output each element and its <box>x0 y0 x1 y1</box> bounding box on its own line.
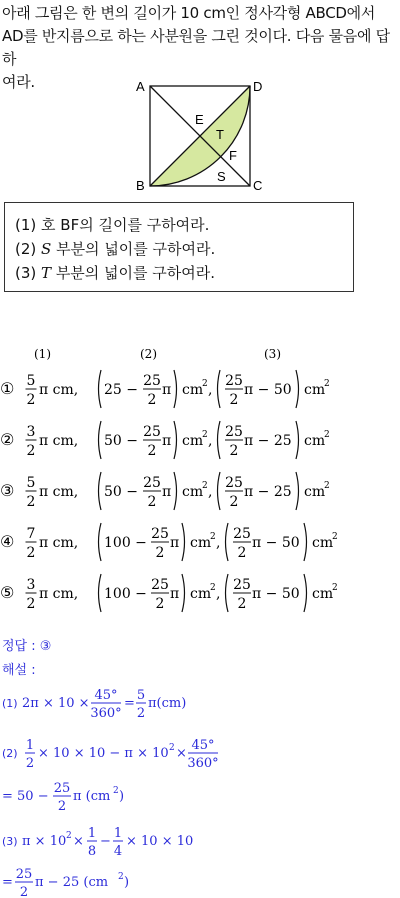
option-header-3: (3) <box>264 347 281 361</box>
fraction-numerator: 1 <box>25 738 35 753</box>
label-d: D <box>253 79 263 94</box>
option-part2-const: 50 − <box>104 484 138 500</box>
fraction-numerator: 45° <box>94 688 118 703</box>
right-parenthesis <box>304 574 307 612</box>
label-e: E <box>195 112 204 127</box>
label-c: C <box>253 178 263 193</box>
question-box <box>4 202 354 292</box>
problem-line-1: 아래 그림은 한 변의 길이가 10 cm인 정사각형 ABCD에서 <box>2 4 376 22</box>
explanation-expr: = 50 − <box>2 789 49 804</box>
fraction-denominator: 360° <box>90 706 122 721</box>
superscript: 2 <box>118 872 124 882</box>
left-parenthesis <box>99 574 102 612</box>
option-part3-expr: π − 50 <box>252 535 300 551</box>
explanation-expr: π − 25 (cm <box>35 875 109 890</box>
fraction-numerator: 25 <box>143 424 161 440</box>
fraction-numerator: 25 <box>225 424 243 440</box>
right-parenthesis <box>174 370 177 408</box>
fraction-numerator: 25 <box>15 867 33 882</box>
right-parenthesis <box>182 523 185 561</box>
superscript: 2 <box>202 379 208 389</box>
fraction-numerator: 25 <box>143 475 161 491</box>
left-parenthesis <box>99 421 102 459</box>
fraction-denominator: 2 <box>26 545 36 561</box>
option-part3-unit: cm <box>304 433 326 449</box>
superscript: 2 <box>210 583 216 593</box>
superscript: 2 <box>332 583 338 593</box>
left-parenthesis <box>99 472 102 510</box>
explanation-label: 해설 : <box>2 663 36 678</box>
superscript: 2 <box>202 481 208 491</box>
label-b: B <box>136 178 145 193</box>
right-parenthesis <box>174 421 177 459</box>
times: × <box>176 746 187 761</box>
option-mark: ④ <box>0 532 15 551</box>
explanation-expr: ) <box>119 789 125 804</box>
option-part1-unit: π cm, <box>39 484 79 500</box>
fraction-numerator: 25 <box>151 526 169 542</box>
option-part2-pi: π <box>170 535 180 551</box>
fraction-denominator: 2 <box>229 392 239 408</box>
explanation-expr: × 10 × 10 <box>126 834 194 849</box>
explanation-step-1: (1) <box>2 697 18 710</box>
option-part1-unit: π cm, <box>39 535 79 551</box>
superscript: 2 <box>210 532 216 542</box>
explanation-expr: × 10 × 10 − π × 10 <box>38 746 169 761</box>
answer-label: 정답 : ③ <box>2 639 52 654</box>
question-3: (3) T 부분의 넓이를 구하여라. <box>15 264 216 282</box>
option-part1-unit: π cm, <box>39 382 79 398</box>
question-2: (2) S 부분의 넓이를 구하여라. <box>15 240 216 258</box>
equals: = <box>124 696 135 711</box>
square-quarter-circle-figure <box>128 78 278 198</box>
explanation-step-3: (3) <box>2 835 18 848</box>
option-mark: ② <box>0 430 15 449</box>
fraction-denominator: 2 <box>19 885 29 898</box>
option-part2-unit: cm <box>182 382 204 398</box>
fraction-denominator: 2 <box>26 443 36 459</box>
option-part2-unit: cm <box>190 535 212 551</box>
option-part2-unit: cm <box>182 433 204 449</box>
left-parenthesis <box>226 523 229 561</box>
fraction-numerator: 3 <box>26 577 36 593</box>
left-parenthesis <box>218 421 221 459</box>
problem-line-2: AD를 반지름으로 하는 사분원을 그린 것이다. 다음 물음에 답하 <box>2 27 390 68</box>
comma: , <box>216 586 221 602</box>
fraction-numerator: 25 <box>225 373 243 389</box>
fraction-denominator: 2 <box>229 494 239 510</box>
fraction-numerator: 25 <box>225 475 243 491</box>
fraction-numerator: 25 <box>53 781 71 796</box>
comma: , <box>208 484 213 500</box>
right-parenthesis <box>304 523 307 561</box>
option-part3-expr: π − 25 <box>244 484 292 500</box>
explanation-expr: π × 10 <box>22 834 67 849</box>
option-part2-pi: π <box>170 586 180 602</box>
option-part3-expr: π − 25 <box>244 433 292 449</box>
fraction-numerator: 5 <box>136 688 146 703</box>
left-parenthesis <box>218 472 221 510</box>
fraction-numerator: 5 <box>26 373 36 389</box>
question-1: (1) 호 BF의 길이를 구하여라. <box>15 216 210 234</box>
fraction-numerator: 7 <box>26 526 36 542</box>
option-mark: ⑤ <box>0 583 15 602</box>
label-s: S <box>217 169 226 184</box>
comma: , <box>216 535 221 551</box>
minus: − <box>100 834 111 849</box>
option-part2-pi: π <box>162 484 172 500</box>
fraction-denominator: 2 <box>26 494 36 510</box>
fraction-numerator: 5 <box>26 475 36 491</box>
fraction-denominator: 2 <box>155 545 165 561</box>
option-part2-const: 100 − <box>104 535 147 551</box>
fraction-numerator: 25 <box>143 373 161 389</box>
option-part3-unit: cm <box>304 484 326 500</box>
option-part2-const: 25 − <box>104 382 138 398</box>
explanation-expr: ) <box>124 875 130 890</box>
option-part3-unit: cm <box>312 586 334 602</box>
option-header-2: (2) <box>140 347 157 361</box>
fraction-numerator: 1 <box>87 826 97 841</box>
superscript: 2 <box>113 786 119 796</box>
fraction-denominator: 8 <box>87 844 97 859</box>
fraction-denominator: 2 <box>136 706 146 721</box>
label-t: T <box>216 127 224 142</box>
fraction-denominator: 2 <box>237 545 247 561</box>
explanation-expr: π(cm) <box>148 696 187 711</box>
option-part1-unit: π cm, <box>39 433 79 449</box>
fraction-numerator: 45° <box>191 738 215 753</box>
superscript: 2 <box>202 430 208 440</box>
problem-line-3: 여라. <box>2 73 35 91</box>
answer-explanation <box>2 636 398 898</box>
label-f: F <box>229 148 237 163</box>
answer-options <box>0 346 400 616</box>
right-parenthesis <box>296 472 299 510</box>
superscript: 2 <box>66 831 72 841</box>
left-parenthesis <box>99 370 102 408</box>
explanation-step-2: (2) <box>2 747 18 760</box>
option-mark: ③ <box>0 481 15 500</box>
superscript: 2 <box>324 481 330 491</box>
left-parenthesis <box>226 574 229 612</box>
option-part3-expr: π − 50 <box>244 382 292 398</box>
fraction-numerator: 1 <box>113 826 123 841</box>
fraction-denominator: 4 <box>113 844 123 859</box>
fraction-numerator: 25 <box>233 526 251 542</box>
fraction-denominator: 2 <box>147 494 157 510</box>
fraction-numerator: 3 <box>26 424 36 440</box>
fraction-denominator: 2 <box>155 596 165 612</box>
option-part2-const: 50 − <box>104 433 138 449</box>
left-parenthesis <box>218 370 221 408</box>
superscript: 2 <box>332 532 338 542</box>
option-part3-expr: π − 50 <box>252 586 300 602</box>
explanation-expr: 2π × 10 × <box>22 696 90 711</box>
right-parenthesis <box>296 370 299 408</box>
equals: = <box>2 875 13 890</box>
option-part3-unit: cm <box>312 535 334 551</box>
fraction-denominator: 2 <box>26 596 36 612</box>
superscript: 2 <box>324 379 330 389</box>
option-part1-unit: π cm, <box>39 586 79 602</box>
label-a: A <box>136 79 145 94</box>
explanation-expr: π (cm <box>73 789 111 804</box>
fraction-denominator: 2 <box>25 756 35 771</box>
right-parenthesis <box>182 574 185 612</box>
times: × <box>73 834 84 849</box>
option-part2-pi: π <box>162 433 172 449</box>
fraction-numerator: 25 <box>151 577 169 593</box>
fraction-denominator: 2 <box>237 596 247 612</box>
fraction-denominator: 360° <box>187 756 219 771</box>
left-parenthesis <box>99 523 102 561</box>
right-parenthesis <box>296 421 299 459</box>
superscript: 2 <box>169 743 175 753</box>
option-part2-pi: π <box>162 382 172 398</box>
option-part2-const: 100 − <box>104 586 147 602</box>
fraction-denominator: 2 <box>147 443 157 459</box>
fraction-denominator: 2 <box>57 799 67 814</box>
fraction-denominator: 2 <box>147 392 157 408</box>
comma: , <box>208 382 213 398</box>
option-header-1: (1) <box>34 347 51 361</box>
comma: , <box>208 433 213 449</box>
fraction-denominator: 2 <box>229 443 239 459</box>
option-part3-unit: cm <box>304 382 326 398</box>
option-part2-unit: cm <box>182 484 204 500</box>
right-parenthesis <box>174 472 177 510</box>
fraction-numerator: 25 <box>233 577 251 593</box>
superscript: 2 <box>324 430 330 440</box>
option-mark: ① <box>0 379 15 398</box>
option-part2-unit: cm <box>190 586 212 602</box>
fraction-denominator: 2 <box>26 392 36 408</box>
